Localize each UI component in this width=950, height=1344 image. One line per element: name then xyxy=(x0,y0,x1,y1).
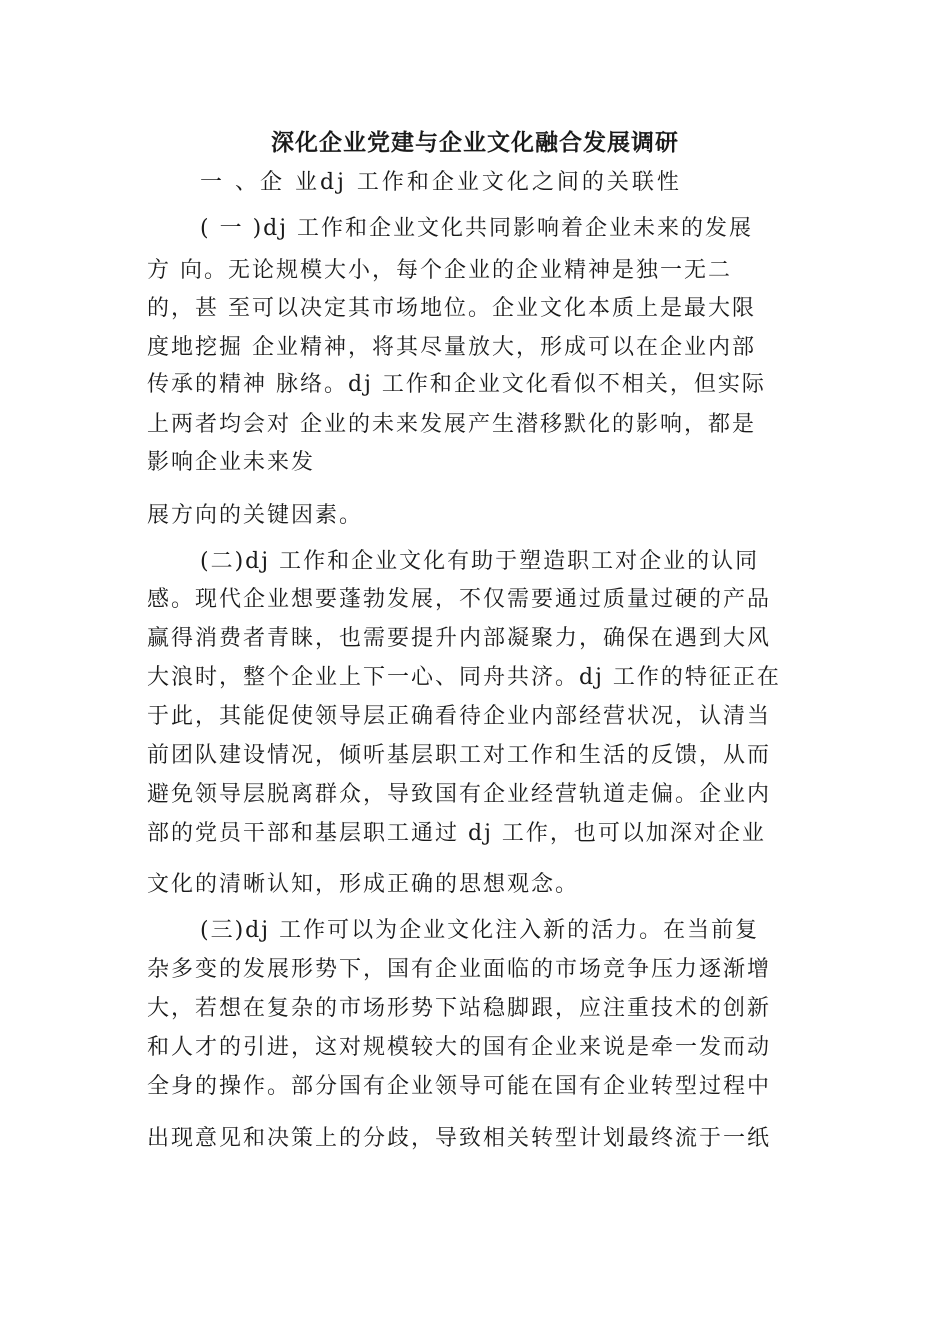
paragraph-line: (三)dj 工作可以为企业文化注入新的活力。在当前复 xyxy=(200,918,760,943)
section-heading: 一 、企 业dj 工作和企业文化之间的关联性 xyxy=(200,170,682,195)
paragraph-line: 和人才的引进，这对规模较大的国有企业来说是牵一发而动 xyxy=(147,1035,772,1060)
paragraph-line: 文化的清晰认知，形成正确的思想观念。 xyxy=(147,872,580,897)
paragraph-line: 度地挖掘 企业精神，将其尽量放大，形成可以在企业内部 xyxy=(147,335,756,360)
paragraph-line: 避免领导层脱离群众，导致国有企业经营轨道走偏。企业内 xyxy=(147,782,772,807)
document-title: 深化企业党建与企业文化融合发展调研 xyxy=(271,129,679,156)
paragraph-line: (二)dj 工作和企业文化有助于塑造职工对企业的认同 xyxy=(200,549,760,574)
paragraph-line: 部的党员干部和基层职工通过 dj 工作，也可以加深对企业 xyxy=(147,821,766,846)
paragraph-line: 于此，其能促使领导层正确看待企业内部经营状况，认清当 xyxy=(147,704,772,729)
paragraph-line: 前团队建设情况，倾听基层职工对工作和生活的反馈，从而 xyxy=(147,743,772,768)
paragraph-line: 大，若想在复杂的市场形势下站稳脚跟，应注重技术的创新 xyxy=(147,996,772,1021)
paragraph-line: 上两者均会对 企业的未来发展产生潜移默化的影响，都是 xyxy=(147,412,756,437)
paragraph-line: 杂多变的发展形势下，国有企业面临的市场竞争压力逐渐增 xyxy=(147,957,772,982)
paragraph-line: 的，甚 至可以决定其市场地位。企业文化本质上是最大限 xyxy=(147,296,756,321)
paragraph-line: ( 一 )dj 工作和企业文化共同影响着企业未来的发展 xyxy=(200,216,754,241)
paragraph-line: 传承的精神 脉络。dj 工作和企业文化看似不相关，但实际 xyxy=(147,372,766,397)
paragraph-line: 出现意见和决策上的分歧，导致相关转型计划最终流于一纸 xyxy=(147,1126,772,1151)
paragraph-line: 方 向。无论规模大小，每个企业的企业精神是独一无二 xyxy=(147,258,732,283)
paragraph-line: 全身的操作。部分国有企业领导可能在国有企业转型过程中 xyxy=(147,1074,772,1099)
paragraph-line: 影响企业未来发 xyxy=(147,450,316,475)
paragraph-line: 展方向的关键因素。 xyxy=(147,503,364,528)
paragraph-line: 赢得消费者青睐，也需要提升内部凝聚力，确保在遇到大风 xyxy=(147,626,772,651)
paragraph-line: 大浪时，整个企业上下一心、同舟共济。dj 工作的特征正在 xyxy=(147,665,781,690)
paragraph-line: 感。现代企业想要蓬勃发展，不仅需要通过质量过硬的产品 xyxy=(147,587,772,612)
